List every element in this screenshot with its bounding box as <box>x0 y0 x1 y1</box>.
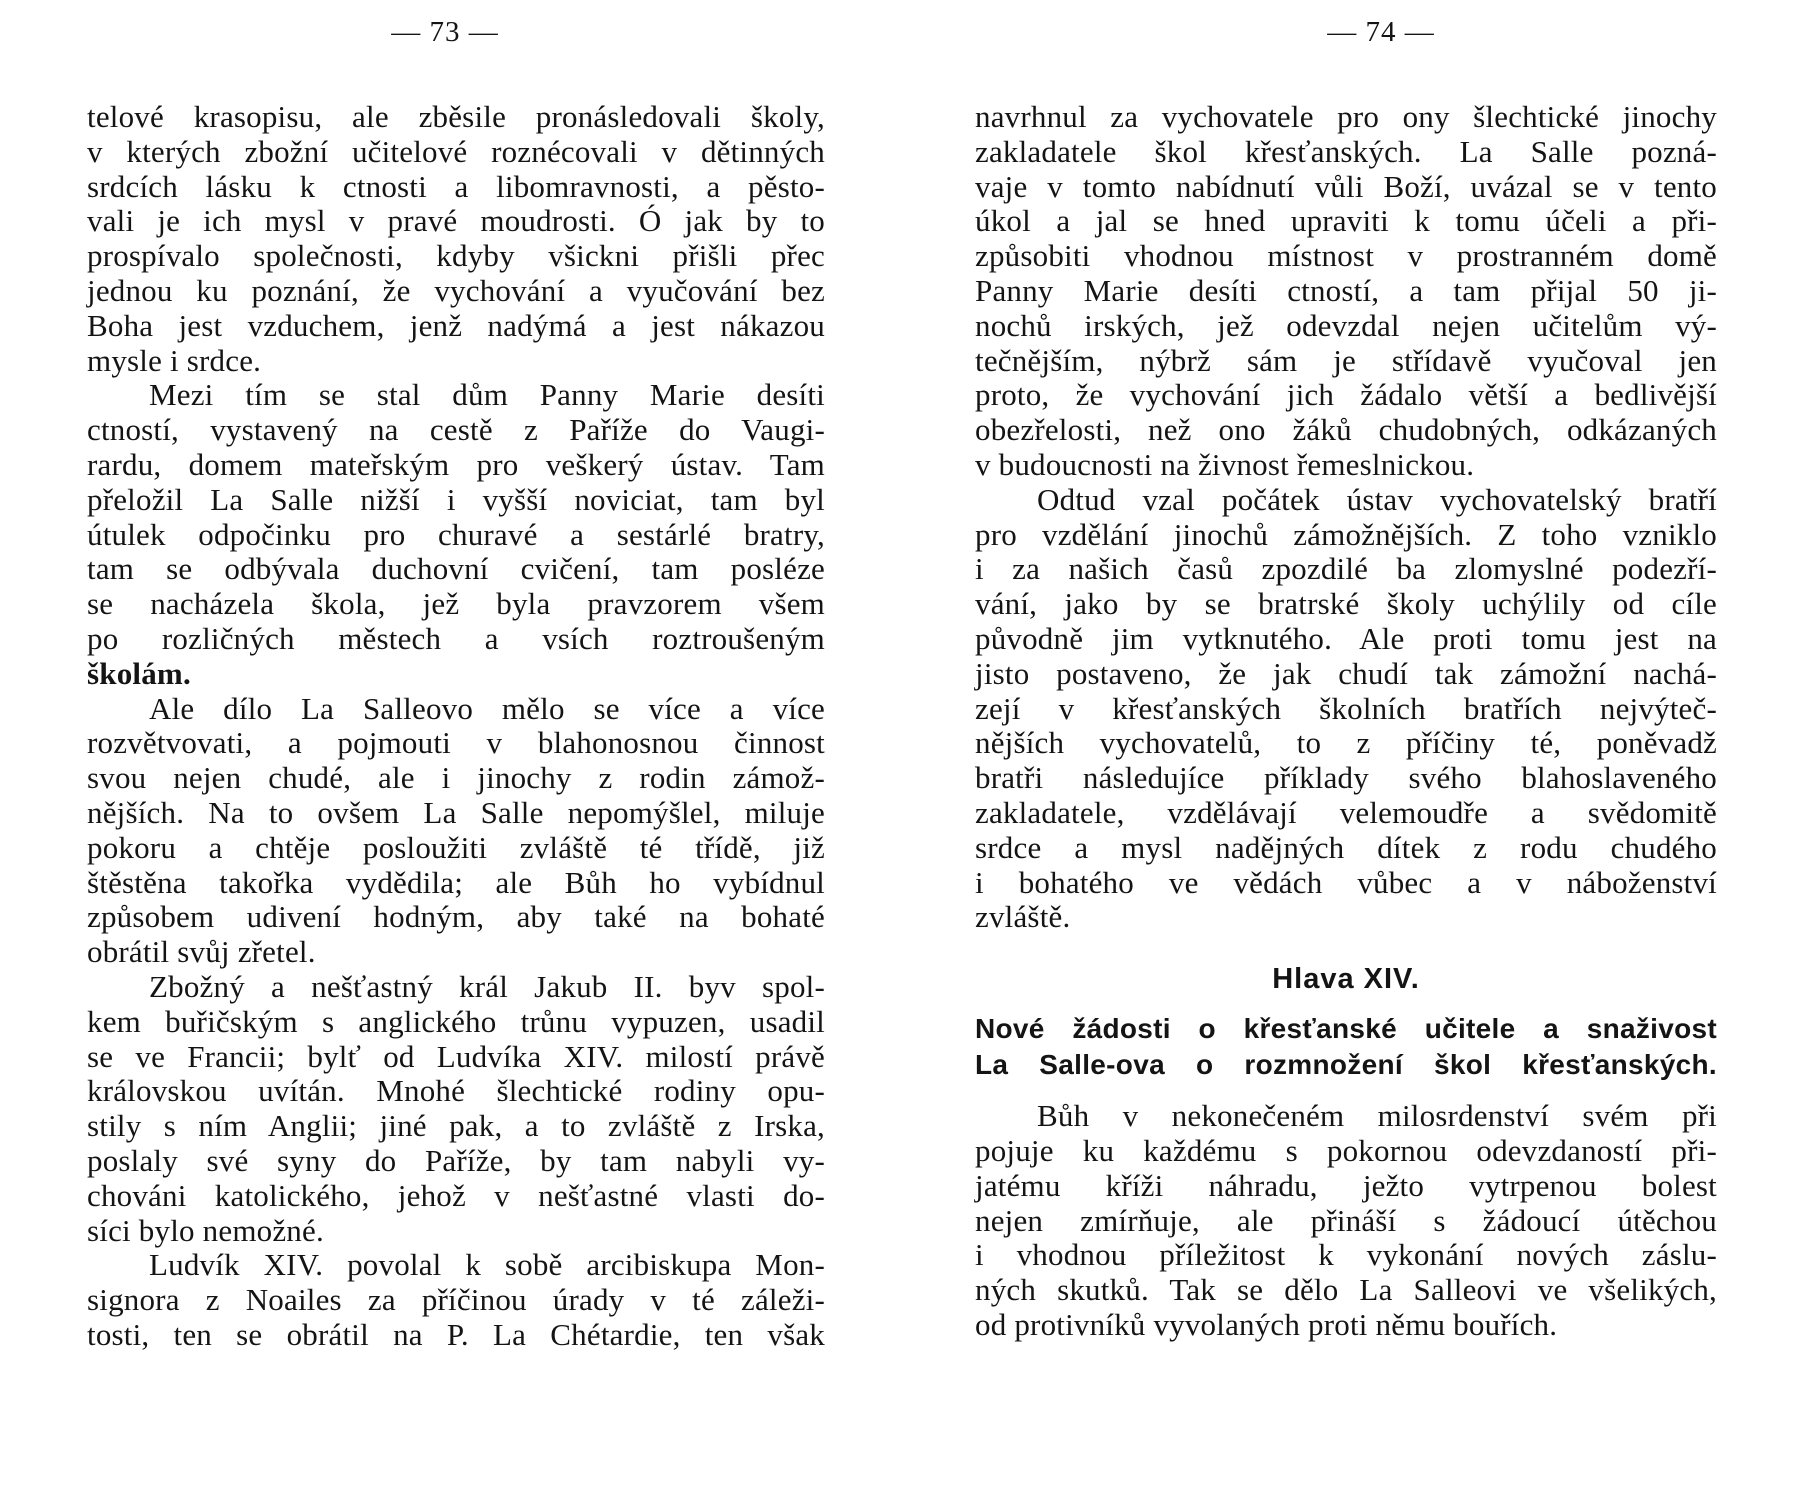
text-line: tečnějším, nýbrž sám je střídavě vyučoval jen <box>975 342 1717 378</box>
chapter-title-line: La Salle-ova o rozmnožení škol křesťanských. <box>975 1049 1717 1081</box>
text-line: vaje v tomto nabídnutí vůli Boží, uvázal se v tento <box>975 168 1717 204</box>
text-line: ných skutků. Tak se dělo La Salleovi ve všelikých, <box>975 1272 1717 1308</box>
text-line: rardu, domem mateřským pro veškerý ústav. Tam <box>87 446 825 482</box>
text-line: Boha jest vzduchem, jenž nadýmá a jest nákazou <box>87 307 825 343</box>
text-line: Panny Marie desíti ctností, a tam přijal 50 ji- <box>975 272 1717 308</box>
text-line: způsobiti vhodnou místnost v prostranném domě <box>975 238 1717 274</box>
text-line: bratři následujíce příklady svého blahoslaveného <box>975 760 1717 796</box>
text-line: vali je ich mysl v pravé moudrosti. Ó jak by to <box>87 203 825 239</box>
text-line: nochů irských, jež odevzdal nejen učitelům vý- <box>975 307 1717 343</box>
text-line: školám. <box>87 655 191 691</box>
text-line: proto, že vychování jich žádalo větší a bedlivější <box>975 377 1717 413</box>
text-line: jednou ku poznání, že vychování a vyučování bez <box>87 272 825 308</box>
chapter-title-line: Nové žádosti o křesťanské učitele a snaživost <box>975 1013 1717 1045</box>
text-line: zakladatele škol křesťanských. La Salle pozná- <box>975 133 1717 169</box>
text-line: Ale dílo La Salleovo mělo se více a více <box>149 690 825 726</box>
right-page-text <box>975 100 1717 1343</box>
text-line: srdcích lásku k ctnosti a libomravnosti, a pěsto- <box>87 168 825 204</box>
right-page <box>899 0 1798 1500</box>
text-line: jisto postaveno, že jak chudí tak zámožní nachá- <box>975 655 1717 691</box>
text-line: způsobem udivení hodným, aby také na bohaté <box>87 899 825 935</box>
left-page-text <box>87 100 825 1353</box>
text-line: i bohatého ve vědách vůbec a v náboženství <box>975 864 1717 900</box>
text-line: úkol a jal se hned upraviti k tomu účeli a při- <box>975 203 1717 239</box>
text-line: obrátil svůj zřetel. <box>87 934 316 970</box>
text-line: přeložil La Salle nižší i vyšší noviciat, tam byl <box>87 481 825 517</box>
text-line: síci bylo nemožné. <box>87 1212 324 1248</box>
text-line: zvláště. <box>975 899 1071 935</box>
page-number-right: — 74 — <box>1327 16 1435 48</box>
text-line: jatému kříži náhradu, ježto vytrpenou bolest <box>975 1167 1717 1203</box>
text-line: se ve Francii; bylť od Ludvíka XIV. milostí právě <box>87 1038 825 1074</box>
text-line: tam se odbývala duchovní cvičení, tam posléze <box>87 551 825 587</box>
text-line: královskou uvítán. Mnohé šlechtické rodiny opu- <box>87 1073 825 1109</box>
text-line: v budoucnosti na živnost řemeslnickou. <box>975 446 1475 482</box>
text-line: vání, jako by se bratrské školy uchýlily od cíle <box>975 586 1717 622</box>
text-line: původně jim vytknutého. Ale proti tomu jest na <box>975 620 1717 656</box>
text-line: rozvětvovati, a pojmouti v blahonosnou činnost <box>87 725 825 761</box>
text-line: pro vzdělání jinochů zámožnějších. Z toho vzniklo <box>975 516 1717 552</box>
text-line: mysle i srdce. <box>87 342 262 378</box>
text-line: Zbožný a nešťastný král Jakub II. byv spol- <box>149 968 825 1004</box>
text-line: Mezi tím se stal dům Panny Marie desíti <box>149 377 825 413</box>
text-line: prospívalo společnosti, kdyby všickni přišli přec <box>87 238 825 274</box>
text-line: srdce a mysl nadějných dítek z rodu chudého <box>975 829 1717 865</box>
chapter-label: Hlava XIV. <box>1272 963 1420 996</box>
text-line: Ludvík XIV. povolal k sobě arcibiskupa Mon- <box>149 1247 825 1283</box>
text-line: od protivníků vyvolaných proti němu bouřích. <box>975 1306 1558 1342</box>
text-line: stily s ním Anglii; jiné pak, a to zvláště z Irska, <box>87 1108 825 1144</box>
chapter-body <box>975 1099 1717 1343</box>
text-line: nejen zmírňuje, ale přináší s žádoucí útěchou <box>975 1202 1717 1238</box>
text-line: se nacházela škola, jež byla pravzorem všem <box>87 586 825 622</box>
text-line: poslaly své syny do Paříže, by tam nabyli vy- <box>87 1142 825 1178</box>
text-line: v kterých zbožní učitelové roznécovali v dětinných <box>87 133 825 169</box>
text-line: tosti, ten se obrátil na P. La Chétardie, ten však <box>87 1316 825 1352</box>
text-line: útulek odpočinku pro churavé a sestárlé bratry, <box>87 516 825 552</box>
text-line: štěstěna takořka vydědila; ale Bůh ho vybídnul <box>87 864 825 900</box>
text-line: pokoru a chtěje posloužiti zvláště té třídě, již <box>87 829 825 865</box>
text-line: Bůh v nekonečeném milosrdenství svém při <box>1037 1098 1717 1134</box>
text-line: nějších. Na to ovšem La Salle nepomýšlel, miluje <box>87 794 825 830</box>
text-line: navrhnul za vychovatele pro ony šlechtické jinochy <box>975 99 1717 134</box>
text-line: pojuje ku každému s pokornou odevzdaností při- <box>975 1132 1717 1168</box>
text-line: svou nejen chudé, ale i jinochy z rodin zámož- <box>87 760 825 796</box>
text-line: i vhodnou příležitost k vykonání nových záslu- <box>975 1237 1717 1273</box>
text-line: chováni katolického, jehož v nešťastné vlasti do- <box>87 1177 825 1213</box>
text-line: signora z Noailes za příčinou úrady v té záleži- <box>87 1282 825 1318</box>
text-line: nějších vychovatelů, to z příčiny té, poněvadž <box>975 725 1717 761</box>
text-line: telové krasopisu, ale zběsile pronásledovali školy, <box>87 99 825 134</box>
text-line: i za našich časů zpozdilé ba zlomyslné podezří- <box>975 551 1717 587</box>
text-line: obezřelosti, než ono žáků chudobných, odkázaných <box>975 412 1717 448</box>
text-line: Odtud vzal počátek ústav vychovatelský bratří <box>1037 481 1717 517</box>
page-number-left: — 73 — <box>391 16 499 48</box>
text-line: po rozličných městech a vsích roztroušeným <box>87 620 825 656</box>
chapter-title <box>975 1011 1717 1083</box>
text-line: kem buřičským s anglického trůnu vypuzen, usadil <box>87 1003 825 1039</box>
text-line: zakladatele, vzdělávají velemoudře a svědomitě <box>975 794 1717 830</box>
text-line: ctností, vystavený na cestě z Paříže do Vaugi- <box>87 412 825 448</box>
text-line: zejí v křesťanských školních bratřích nejvýteč- <box>975 690 1717 726</box>
